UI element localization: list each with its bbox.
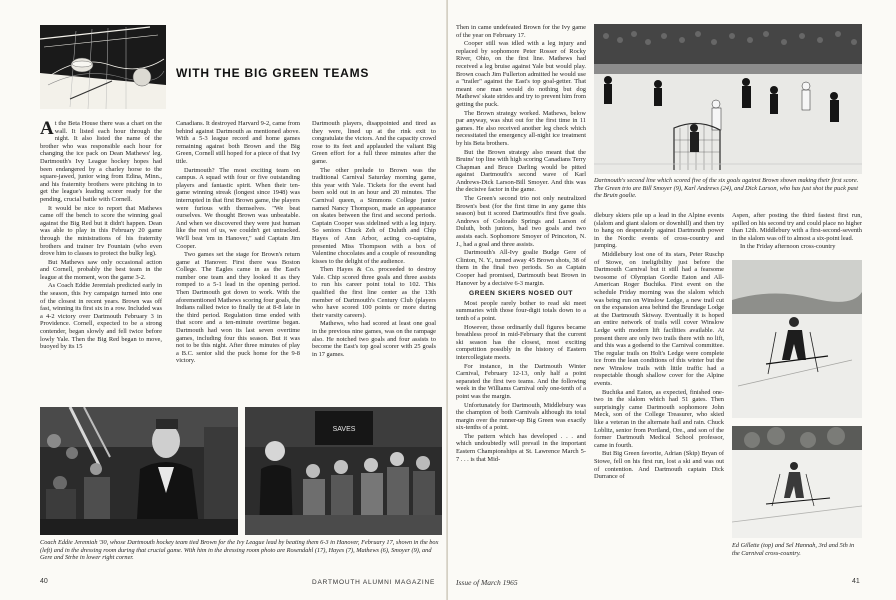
drop-cap: A — [40, 120, 54, 139]
article-headline: WITH THE BIG GREEN TEAMS — [176, 66, 370, 80]
paragraph: At the Beta House there was a chart on the wall. It listed each hour through the night. It also listed the name of the brother who was responsible each hour for changing the ice pack on Dean Mathews' leg. Dartmouth's Ivy League hockey hopes had been endangered by a charley horse to the square-jawed, junior wing from Edina, Minn., and his fraternity brothers were pitching in to get the league's leading scorer ready for the pending, crucial battle with Cornell. — [40, 120, 162, 203]
paragraph: As Coach Eddie Jeremiah predicted early in the season, this Ivy campaign turned into one of the closest in recent years. Brown was off fast, winning its first six in a row. Included was a 4-2 victory over Dartmouth February 3 in Providence. Cornell, expected to be a strong contender, began slowly and fell twice before lowly Yale. Then the Big Red began to move, buoyed by its 15 — [40, 282, 162, 351]
right-page — [448, 0, 896, 600]
paragraph: The other prelude to Brown was the traditional Carnival Saturday morning game, this year with Yale. Tickets for the event had been sold out in an hour and 20 minutes. The Carnival queen, a Simmons College junior named Nancy Thompson, made an appearance on skates between the first and second periods. Captain Cooper was sidelined with a leg injury. So seniors Chuck Zeh of Duluth and Chip Hayes of Ann Arbor, acting co-captains, presented Miss Thompson with a box of Valentine chocolates and a couple of resounding kisses to the delight of the audience. — [312, 166, 436, 265]
paragraph: Cooper still was idled with a leg injury and replaced by sophomore Peter Rosser of Rocky River, Ohio, on the first line. Mathews had received a leg bruise against Yale but would play. Brown coach Jim Fullerton admitted he would use a "trailer" against the East's top goal-getter. That meant one man would do nothing but dog Mathews' skate strides and try to prevent him from getting the puck. — [456, 40, 586, 108]
left-column-2 — [176, 120, 300, 402]
paragraph: Dartmouth? The most exciting team on campus. A squad with four or five outstanding players and fantastic spirit. When their ten-game winning streak (longest since 1948) was interrupted in that first Brown game, the players were furious with themselves. "We beat ourselves. We thought Brown was unbeatable. And when we discovered they were just human like the rest of us, we couldn't get untracked. We'll beat 'em in Hanover," said Captain Jim Cooper. — [176, 166, 300, 250]
left-column-1 — [40, 120, 162, 402]
photo-caption-left: Coach Eddie Jeremiah '30, whose Dartmouth hockey team tied Brown for the Ivy League lead by beating them 6-3 in Hanover, February 17, shown in the box (left) and in the dressing room during that crucial game. With him in the dressing room photo are Rosendahl (17), Hayes (7), Mathews (6), Smoyer (9), and Gere and Strbe in lower right corner. — [40, 539, 439, 562]
right-column-2 — [594, 212, 724, 572]
page-number-right: 41 — [852, 578, 860, 585]
paragraph: It would be nice to report that Mathews came off the bench to score the winning goal against the Big Red but it didn't happen. Dean was able to play in this February 20 game through the ministrations of his fraternity brothers and trainer Irv Fountain (who even drove him to classes to protect the bulky leg). — [40, 204, 162, 258]
coach-in-box-photo — [40, 407, 238, 535]
paragraph: Then in came undefeated Brown for the Ivy game of the year on February 17. — [456, 24, 586, 39]
skier-photo-bottom — [732, 426, 862, 538]
section-subhead: GREEN SKIERS NOSED OUT — [468, 290, 574, 298]
dressing-room-photo — [245, 407, 442, 535]
hockey-logo-illustration — [40, 25, 166, 109]
paragraph: Two games set the stage for Brown's return game at Hanover. First there was Boston College. The Eagles came in as the East's number one team and they looked it as they romped to a 5-1 lead in the opening period. Then Dartmouth got down to work. With the aforementioned Mathews scoring four goals, the Indians rallied twice to finally tie at 8-8 late in the third period. Regulation time ended with that score and a ten-minute overtime began. Dartmouth had won its last seven overtime games, including four this season. But it was not to be this night. After three minutes of play a B.C. senior slid the puck home for the 9-8 victory. — [176, 251, 300, 365]
paragraph: The Green's second trio not only neutralized Brown's best (for the first time in any game this season) but it scored Dartmouth's first five goals. Andrews of Colorado Springs and Larson of Duluth, both juniors, had two goals and two assists each. Sophomore Smoyer of Princeton, N. J., had a goal and three assists. — [456, 195, 586, 248]
left-column-3 — [312, 120, 436, 402]
hockey-photo-caption: Dartmouth's second line which scored five of the six goals against Brown shown making their first score. The Green trio are Bill Smoyer (9), Karl Andrews (24), and Dick Larson, who has just shot the puck past the Bruin goalie. — [594, 177, 859, 200]
right-column-1 — [456, 24, 586, 572]
ski-photo-caption: Ed Gillette (top) and Sel Hannah, 3rd and 5th in the Carnival cross-country. — [732, 542, 855, 557]
paragraph: Buchika and Eaton, as expected, finished one-two in the slalom which had 51 gates. Then surprisingly came Dartmouth sophomore John Meck, son of the College Treasurer, who skied like a veteran in the alternate hail and rain. Chuck Loblitz, senior from Portland, Ore., and son of the former Dartmouth Medical School professor, came in fourth. — [594, 388, 724, 449]
skier-photo-top — [732, 260, 862, 418]
paragraph: Most people rarely bother to read ski meet summaries with those four-digit totals down to a tenth of a point. — [456, 299, 586, 322]
paragraph: Middlebury lost one of its stars, Peter Ruschp of Stowe, on ineligibility just before the Dartmouth Carnival but it still had a fearsome twosome of Olympian Gordie Eaton and All-American Roger Buchika. First event on the schedule Friday morning was the slalom which was being run on Winslow Ledge, a new trail cut on the expansion area behind the Brundage Lodge at the Dartmouth Skiway. Eventually it is hoped an entire network of trails will cover Winslow Ledge with modern lift facilities available. At present there are only two trails there with no lift, and this was a godsend to the Carnival committee. The regular trails on Holt's Ledge were complete ice from the lean conditions of this winter but the new Winslow trails with little traffic had a respectable though shallow cover for the Alpine events. — [594, 250, 724, 388]
paragraph: The pattern which has developed . . . and which undoubtedly will prevail in the important Eastern Championships at St. Lawrence March 5-7 . . . is that Mid- — [456, 432, 586, 463]
page-number-left: 40 — [40, 578, 48, 585]
paragraph: Canadians. It destroyed Harvard 9-2, came from behind against Dartmouth as mentioned above. With a 5-3 league record and home games remaining against both Brown and the Big Green, Cornell still hoped for a piece of that Ivy title. — [176, 120, 300, 165]
paragraph: Mathews, who had scored at least one goal in the previous nine games, was on the rampage also. He notched two goals and four assists to become the East's top goal scorer with 25 goals in 17 games. — [312, 320, 436, 358]
right-column-3 — [732, 212, 862, 252]
paragraph: However, those ordinarily dull figures became breathless proof in mid-February that the current ski season has the closest, most exciting competition possibly in the history of Eastern intercollegiate meets. — [456, 323, 586, 361]
issue-line: Issue of March 1965 — [456, 578, 518, 587]
paragraph: But Big Green favorite, Adrian (Skip) Bryan of Stowe, fell on his first run, lost a ski and was out of contention. And Dartmouth captain Dick Durrance of — [594, 450, 724, 481]
paragraph: But Mathews saw only occasional action and Cornell, probably the best team in the league at the moment, won the game 3-2. — [40, 258, 162, 281]
paragraph: Then Hayes & Co. proceeded to destroy Yale. Chip scored three goals and three assists to run his career point total to 102. This qualified the first line center as the 13th member of Dartmouth's Century Club (players who have scored 100 points or more during their varsity careers). — [312, 266, 436, 319]
paragraph: dlebury skiers pile up a lead in the Alpine events (slalom and giant slalom or downhill) and then try to hang on desperately against Dartmouth power in the Nordic events of cross-country and jumping. — [594, 212, 724, 250]
paragraph: In the Friday afternoon cross-country — [740, 243, 836, 251]
hockey-game-photo — [594, 24, 862, 174]
paragraph: Dartmouth's All-Ivy goalie Budge Gere of Clinton, N. Y., turned away 45 Brown shots, 38 of them in the final two periods. So as Captain Cooper had promised, Dartmouth beat Brown in Hanover by a decisive 6-3 margin. — [456, 249, 586, 287]
chalkboard-text: SAVES — [332, 426, 356, 433]
paragraph: Aspen, after posting the third fastest first run, spilled on his second try and could place no higher than 12th. Middlebury with a first-second-seventh in the slalom was off to almost a six-point lead. — [732, 212, 862, 242]
paragraph: Dartmouth players, disappointed and tired as they were, lined up at the rink exit to congratulate the victors. And the capacity crowd rose to its feet and applauded the valiant Big Green effort for a full three minutes after the game. — [312, 120, 436, 165]
paragraph: The Brown strategy worked. Mathews, below par anyway, was shut out for the first time in 11 games. He also received another leg check which necessitated the emergency all-night ice treatment by his Beta brothers. — [456, 109, 586, 147]
paragraph: For instance, in the Dartmouth Winter Carnival, February 12-13, only half a point separated the first two teams. And the following week in the Williams Carnival only one-tenth of a point was the margin. — [456, 362, 586, 400]
paragraph: Unfortunately for Dartmouth, Middlebury was the champion of both Carnivals although its total margin over the runner-up Big Green was exactly six-tenths of a point. — [456, 401, 586, 432]
running-head: DARTMOUTH ALUMNI MAGAZINE — [312, 579, 436, 586]
paragraph: But the Brown strategy also meant that the Bruins' top line with high scoring Canadians Terry Chapman and Bruce Darling would be pitted against Dartmouth's second wave of Karl Andrews-Dick Larson-Bill Smoyer. And this was the decisive factor in the game. — [456, 148, 586, 194]
